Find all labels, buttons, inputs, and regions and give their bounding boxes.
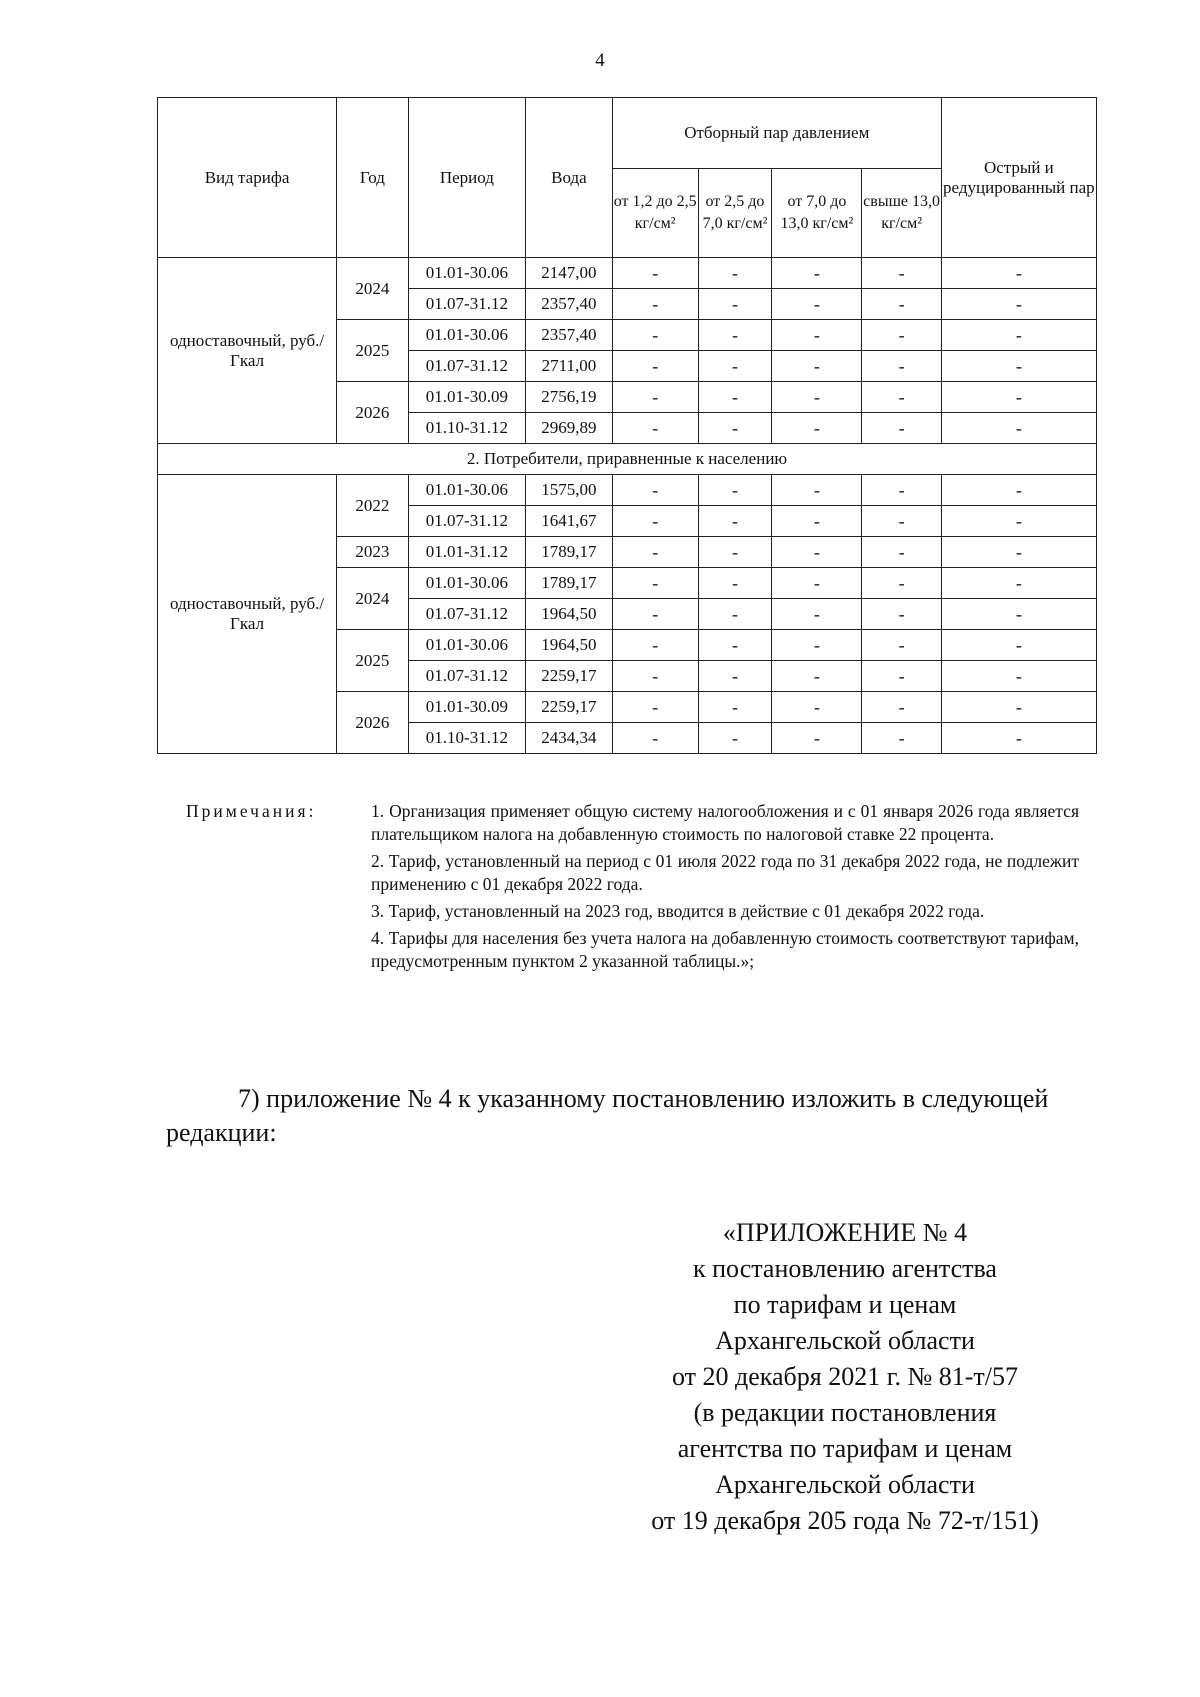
empty-value-cell: - — [612, 599, 698, 630]
page-number: 4 — [595, 50, 605, 71]
empty-value-cell: - — [862, 723, 941, 754]
appendix-line: Архангельской области — [715, 1470, 975, 1499]
table-row — [158, 258, 1097, 289]
year-cell: 2023 — [337, 537, 409, 568]
empty-value-cell: - — [862, 506, 941, 537]
empty-value-cell: - — [862, 599, 941, 630]
empty-value-cell: - — [612, 413, 698, 444]
water-value-cell: 2434,34 — [525, 723, 612, 754]
table-row — [158, 475, 1097, 506]
empty-value-cell: - — [862, 413, 941, 444]
note-1: 1. Организация применяет общую систему налогообложения и с 01 января 2026 года является плательщиком налога на добавленную стоимость по налоговой ставке 22 процента. — [371, 801, 1079, 844]
period-cell: 01.01-30.09 — [408, 382, 525, 413]
empty-value-cell: - — [941, 568, 1096, 599]
empty-value-cell: - — [772, 568, 862, 599]
empty-value-cell: - — [941, 723, 1096, 754]
empty-value-cell: - — [698, 258, 772, 289]
note-2: 2. Тариф, установленный на период с 01 июля 2022 года по 31 декабря 2022 года, не подлежит применению с 01 декабря 2022 года. — [371, 851, 1079, 894]
empty-value-cell: - — [698, 630, 772, 661]
empty-value-cell: - — [862, 351, 941, 382]
empty-value-cell: - — [612, 382, 698, 413]
year-cell: 2024 — [337, 568, 409, 630]
water-value-cell: 2969,89 — [525, 413, 612, 444]
appendix-heading — [640, 1215, 1050, 1539]
table-body — [158, 258, 1097, 754]
empty-value-cell: - — [772, 258, 862, 289]
note-4: 4. Тарифы для населения без учета налога на добавленную стоимость соответствуют тарифам, предусмотренным пунктом 2 указанной таблицы.»; — [371, 928, 1079, 971]
empty-value-cell: - — [612, 568, 698, 599]
empty-value-cell: - — [612, 506, 698, 537]
period-cell: 01.01-30.06 — [408, 475, 525, 506]
appendix-line: к постановлению агентства — [693, 1254, 997, 1283]
empty-value-cell: - — [862, 568, 941, 599]
header-steam-3: от 7,0 до 13,0 кг/см² — [772, 169, 862, 258]
period-cell: 01.01-30.06 — [408, 320, 525, 351]
appendix-line: «ПРИЛОЖЕНИЕ № 4 — [722, 1218, 968, 1247]
tariff-table — [157, 97, 1097, 754]
appendix-line: (в редакции постановления — [693, 1398, 997, 1427]
empty-value-cell: - — [772, 537, 862, 568]
empty-value-cell: - — [612, 351, 698, 382]
appendix-line: агентства по тарифам и ценам — [677, 1434, 1013, 1463]
header-steam-4: свыше 13,0 кг/см² — [862, 169, 941, 258]
empty-value-cell: - — [772, 506, 862, 537]
period-cell: 01.10-31.12 — [408, 413, 525, 444]
water-value-cell: 2357,40 — [525, 289, 612, 320]
empty-value-cell: - — [941, 320, 1096, 351]
period-cell: 01.01-31.12 — [408, 537, 525, 568]
empty-value-cell: - — [698, 289, 772, 320]
empty-value-cell: - — [941, 258, 1096, 289]
section-row — [158, 444, 1097, 475]
empty-value-cell: - — [698, 475, 772, 506]
empty-value-cell: - — [612, 630, 698, 661]
empty-value-cell: - — [941, 382, 1096, 413]
empty-value-cell: - — [941, 692, 1096, 723]
appendix-line: Архангельской области — [715, 1326, 975, 1355]
period-cell: 01.10-31.12 — [408, 723, 525, 754]
empty-value-cell: - — [772, 320, 862, 351]
empty-value-cell: - — [698, 320, 772, 351]
header-steam-group: Отборный пар давлением — [612, 98, 941, 169]
amendment-paragraph — [166, 1082, 1106, 1150]
empty-value-cell: - — [941, 475, 1096, 506]
empty-value-cell: - — [862, 475, 941, 506]
empty-value-cell: - — [941, 289, 1096, 320]
header-sharp-steam: Острый и редуцированный пар — [941, 98, 1096, 258]
period-cell: 01.01-30.06 — [408, 568, 525, 599]
water-value-cell: 2259,17 — [525, 661, 612, 692]
period-cell: 01.07-31.12 — [408, 289, 525, 320]
tariff-type-cell: одноставочный, руб./Гкал — [158, 258, 337, 444]
amendment-paragraph-text: 7) приложение № 4 к указанному постановлению изложить в следующей редакции: — [166, 1084, 1049, 1147]
tariff-type-cell: одноставочный, руб./Гкал — [158, 475, 337, 754]
header-tariff-type: Вид тарифа — [158, 98, 337, 258]
empty-value-cell: - — [698, 692, 772, 723]
empty-value-cell: - — [698, 382, 772, 413]
empty-value-cell: - — [612, 537, 698, 568]
empty-value-cell: - — [698, 599, 772, 630]
empty-value-cell: - — [862, 537, 941, 568]
year-cell: 2026 — [337, 382, 409, 444]
empty-value-cell: - — [612, 475, 698, 506]
empty-value-cell: - — [862, 258, 941, 289]
empty-value-cell: - — [772, 723, 862, 754]
empty-value-cell: - — [862, 289, 941, 320]
period-cell: 01.01-30.09 — [408, 692, 525, 723]
water-value-cell: 1789,17 — [525, 537, 612, 568]
header-period: Период — [408, 98, 525, 258]
header-water: Вода — [525, 98, 612, 258]
empty-value-cell: - — [612, 289, 698, 320]
notes-list — [371, 800, 1079, 977]
appendix-line: по тарифам и ценам — [733, 1290, 957, 1319]
period-cell: 01.07-31.12 — [408, 506, 525, 537]
year-cell: 2022 — [337, 475, 409, 537]
empty-value-cell: - — [941, 506, 1096, 537]
empty-value-cell: - — [698, 413, 772, 444]
appendix-line: от 20 декабря 2021 г. № 81-т/57 — [671, 1362, 1019, 1391]
empty-value-cell: - — [772, 382, 862, 413]
empty-value-cell: - — [612, 723, 698, 754]
empty-value-cell: - — [862, 320, 941, 351]
empty-value-cell: - — [772, 413, 862, 444]
empty-value-cell: - — [862, 692, 941, 723]
notes-label: Примечания: — [186, 801, 317, 821]
empty-value-cell: - — [941, 537, 1096, 568]
water-value-cell: 1789,17 — [525, 568, 612, 599]
empty-value-cell: - — [612, 692, 698, 723]
water-value-cell: 2357,40 — [525, 320, 612, 351]
empty-value-cell: - — [612, 661, 698, 692]
year-cell: 2025 — [337, 320, 409, 382]
empty-value-cell: - — [772, 351, 862, 382]
empty-value-cell: - — [698, 568, 772, 599]
water-value-cell: 2756,19 — [525, 382, 612, 413]
empty-value-cell: - — [772, 692, 862, 723]
water-value-cell: 1964,50 — [525, 630, 612, 661]
empty-value-cell: - — [698, 351, 772, 382]
empty-value-cell: - — [862, 661, 941, 692]
period-cell: 01.07-31.12 — [408, 599, 525, 630]
period-cell: 01.07-31.12 — [408, 661, 525, 692]
empty-value-cell: - — [612, 320, 698, 351]
water-value-cell: 2259,17 — [525, 692, 612, 723]
note-3: 3. Тариф, установленный на 2023 год, вводится в действие с 01 декабря 2022 года. — [371, 901, 985, 921]
period-cell: 01.01-30.06 — [408, 258, 525, 289]
empty-value-cell: - — [941, 351, 1096, 382]
water-value-cell: 1641,67 — [525, 506, 612, 537]
period-cell: 01.01-30.06 — [408, 630, 525, 661]
year-cell: 2025 — [337, 630, 409, 692]
empty-value-cell: - — [698, 661, 772, 692]
empty-value-cell: - — [772, 599, 862, 630]
empty-value-cell: - — [941, 413, 1096, 444]
year-cell: 2026 — [337, 692, 409, 754]
empty-value-cell: - — [772, 630, 862, 661]
year-cell: 2024 — [337, 258, 409, 320]
header-steam-1: от 1,2 до 2,5 кг/см² — [612, 169, 698, 258]
empty-value-cell: - — [862, 382, 941, 413]
empty-value-cell: - — [612, 258, 698, 289]
section-title-cell: 2. Потребители, приравненные к населению — [158, 444, 1097, 475]
header-steam-2: от 2,5 до 7,0 кг/см² — [698, 169, 772, 258]
empty-value-cell: - — [698, 506, 772, 537]
water-value-cell: 1964,50 — [525, 599, 612, 630]
header-year: Год — [337, 98, 409, 258]
empty-value-cell: - — [772, 289, 862, 320]
water-value-cell: 2147,00 — [525, 258, 612, 289]
empty-value-cell: - — [772, 661, 862, 692]
empty-value-cell: - — [862, 630, 941, 661]
empty-value-cell: - — [698, 537, 772, 568]
water-value-cell: 2711,00 — [525, 351, 612, 382]
empty-value-cell: - — [941, 661, 1096, 692]
period-cell: 01.07-31.12 — [408, 351, 525, 382]
appendix-line: от 19 декабря 205 года № 72-т/151) — [651, 1506, 1039, 1535]
empty-value-cell: - — [698, 723, 772, 754]
empty-value-cell: - — [941, 630, 1096, 661]
empty-value-cell: - — [941, 599, 1096, 630]
empty-value-cell: - — [772, 475, 862, 506]
water-value-cell: 1575,00 — [525, 475, 612, 506]
